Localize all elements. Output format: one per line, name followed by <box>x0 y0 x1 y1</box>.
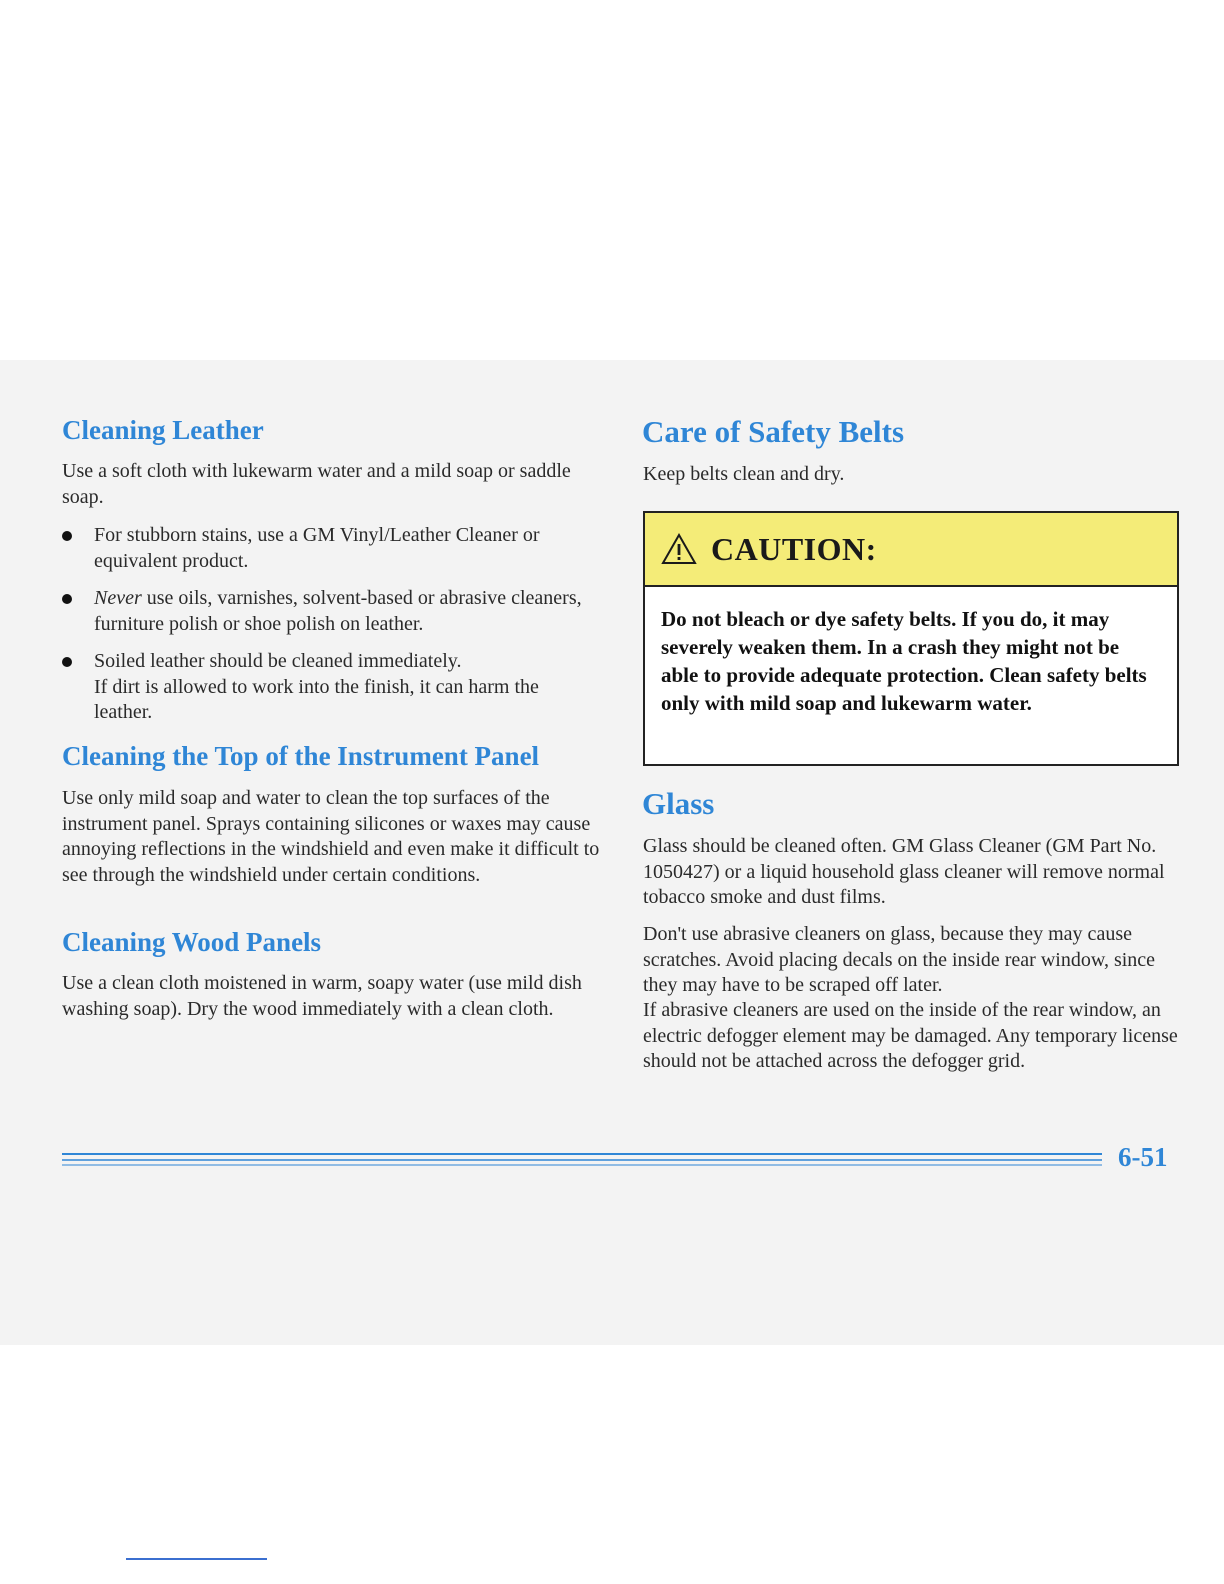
leather-bullet-list <box>62 523 602 726</box>
bullet-text-continued: If dirt is allowed to work into the finish, it can harm the leather. <box>94 675 539 723</box>
warning-triangle-icon <box>661 533 697 565</box>
page-number: 6-51 <box>1118 1142 1168 1172</box>
bullet-text: Soiled leather should be cleaned immediately. <box>94 650 462 672</box>
bullet-dot-icon <box>62 531 72 541</box>
leather-intro: Use a soft cloth with lukewarm water and a mild soap or saddle soap. <box>62 460 571 508</box>
heading-instrument-panel: Cleaning the Top of the Instrument Panel <box>62 741 540 771</box>
caution-title: CAUTION: <box>711 530 877 567</box>
bottom-link-underline <box>126 1558 267 1560</box>
heading-wood-panels: Cleaning Wood Panels <box>62 927 322 957</box>
safety-belts-body: Keep belts clean and dry. <box>643 463 845 485</box>
bullet-dot-icon <box>62 594 72 604</box>
caution-box <box>643 511 1179 766</box>
bullet-text: For stubborn stains, use a GM Vinyl/Leather Cleaner or equivalent product. <box>94 524 540 572</box>
bullet-dot-icon <box>62 657 72 667</box>
heading-cleaning-leather: Cleaning Leather <box>62 415 264 445</box>
bullet-emphasis: Never <box>94 587 142 609</box>
wood-panels-body: Use a clean cloth moistened in warm, soapy water (use mild dish washing soap). Dry the wood immediately with a clean cloth. <box>62 972 582 1020</box>
bullet-text: use oils, varnishes, solvent-based or abrasive cleaners, furniture polish or shoe polish on leather. <box>94 587 582 635</box>
list-item <box>62 523 602 574</box>
caution-header <box>645 513 1177 587</box>
instrument-panel-body: Use only mild soap and water to clean the top surfaces of the instrument panel. Sprays containing silicones or waxes may cause annoying reflections in the windshield and even make it difficult to see through the windshield under certain conditions. <box>62 787 600 886</box>
caution-text: Do not bleach or dye safety belts. If you do, it may severely weaken them. In a crash they might not be able to provide adequate protection. Clean safety belts only with mild soap and lukewarm water. <box>661 607 1147 715</box>
list-item <box>62 586 602 637</box>
list-item <box>62 649 602 726</box>
footer-rule <box>62 1150 1102 1170</box>
glass-paragraph-2: Don't use abrasive cleaners on glass, because they may cause scratches. Avoid placing decals on the inside rear window, since they may have to be scraped off later. <box>643 923 1156 996</box>
glass-paragraph-3: If abrasive cleaners are used on the inside of the rear window, an electric defogger element may be damaged. Any temporary license should not be attached across the defogger grid. <box>643 999 1178 1072</box>
glass-paragraph-1: Glass should be cleaned often. GM Glass Cleaner (GM Part No. 1050427) or a liquid household glass cleaner will remove normal tobacco smoke and dust films. <box>643 835 1165 908</box>
heading-safety-belts: Care of Safety Belts <box>642 414 905 449</box>
heading-glass: Glass <box>642 786 715 821</box>
